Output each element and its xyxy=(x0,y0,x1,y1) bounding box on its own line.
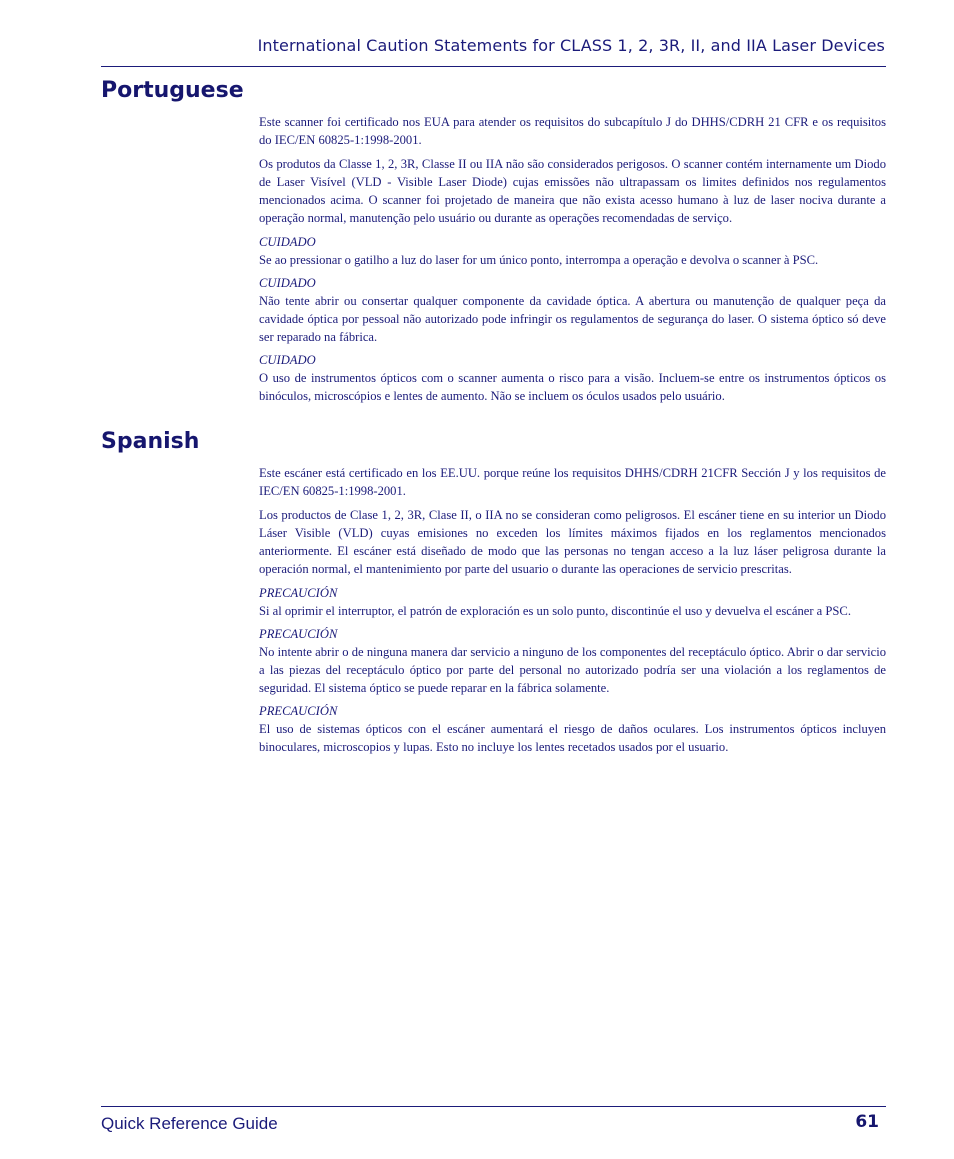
caution-text: Si al oprimir el interruptor, el patrón de exploración es un solo punto, discontinúe el uso y devuelva el escáner a PSC. xyxy=(259,604,851,618)
section-spanish xyxy=(259,464,886,761)
caution-block xyxy=(259,351,886,405)
heading-portuguese: Portuguese xyxy=(101,78,244,103)
caution-label: CUIDADO xyxy=(259,276,316,290)
paragraph: Este escáner está certificado en los EE.UU. porque reúne los requisitos DHHS/CDRH 21CFR Sección J y los requisitos de IEC/EN 60825-1:1998-2001. xyxy=(259,466,886,498)
paragraph: Los productos de Clase 1, 2, 3R, Clase II, o IIA no se consideran como peligrosos. El escáner tiene en su interior un Diodo Láser Visible (VLD) cuyas emisiones no exceden los límites máximos fijados en los reglamentos mencionados anteriormente. El escáner está diseñado de modo que las personas no tengan acceso a la luz láser peligrosa durante la operación normal, el mantenimiento por parte del usuario o durante las operaciones de servicio prescritas. xyxy=(259,508,886,576)
paragraph: Os produtos da Classe 1, 2, 3R, Classe II ou IIA não são considerados perigosos. O scanner contém internamente um Diodo de Laser Visível (VLD - Visible Laser Diode) cujas emissões não ultrapassam os limites definidos nos regulamentos mencionados acima. O scanner foi projetado de maneira que não exista acesso humano à luz de laser nociva durante a operação normal, manutenção pelo usuário ou durante as operações recomendadas de serviço. xyxy=(259,157,886,225)
caution-block xyxy=(259,274,886,346)
caution-block xyxy=(259,584,886,620)
page-number: 61 xyxy=(855,1112,879,1132)
heading-spanish: Spanish xyxy=(101,429,200,454)
caution-text: O uso de instrumentos ópticos com o scanner aumenta o risco para a visão. Incluem-se entre os instrumentos ópticos os binóculos, microscópios e lentes de aumento. Não se incluem os óculos usados pelo usuário. xyxy=(259,371,886,403)
caution-label: PRECAUCIÓN xyxy=(259,704,338,718)
footer-divider xyxy=(101,1106,886,1107)
caution-label: CUIDADO xyxy=(259,235,316,249)
section-portuguese xyxy=(259,113,886,410)
footer-guide-title: Quick Reference Guide xyxy=(101,1114,278,1133)
paragraph: Este scanner foi certificado nos EUA para atender os requisitos do subcapítulo J do DHHS/CDRH 21 CFR e os requisitos do IEC/EN 60825-1:1998-2001. xyxy=(259,115,886,147)
caution-block xyxy=(259,233,886,269)
caution-text: No intente abrir o de ninguna manera dar servicio a ninguno de los componentes del receptáculo óptico. Abrir o dar servicio a las piezas del receptáculo óptico por parte del personal no autorizado podría ser una violación a los reglamentos de seguridad. El sistema óptico se puede reparar en la fábrica solamente. xyxy=(259,645,886,695)
running-header: International Caution Statements for CLASS 1, 2, 3R, II, and IIA Laser Devices xyxy=(257,36,885,55)
caution-block xyxy=(259,625,886,697)
caution-text: Se ao pressionar o gatilho a luz do laser for um único ponto, interrompa a operação e devolva o scanner à PSC. xyxy=(259,253,819,267)
caution-label: PRECAUCIÓN xyxy=(259,627,338,641)
header-divider xyxy=(101,66,886,67)
caution-label: PRECAUCIÓN xyxy=(259,586,338,600)
caution-label: CUIDADO xyxy=(259,353,316,367)
caution-text: Não tente abrir ou consertar qualquer componente da cavidade óptica. A abertura ou manutenção de qualquer peça da cavidade óptica por pessoal não autorizado pode infringir os regulamentos de segurança do laser. O sistema óptico só deve ser reparado na fábrica. xyxy=(259,294,886,344)
caution-text: El uso de sistemas ópticos con el escáner aumentará el riesgo de daños oculares. Los instrumentos ópticos incluyen binoculares, microscopios y lupas. Esto no incluye los lentes recetados usados por el usuario. xyxy=(259,722,886,754)
caution-block xyxy=(259,702,886,756)
